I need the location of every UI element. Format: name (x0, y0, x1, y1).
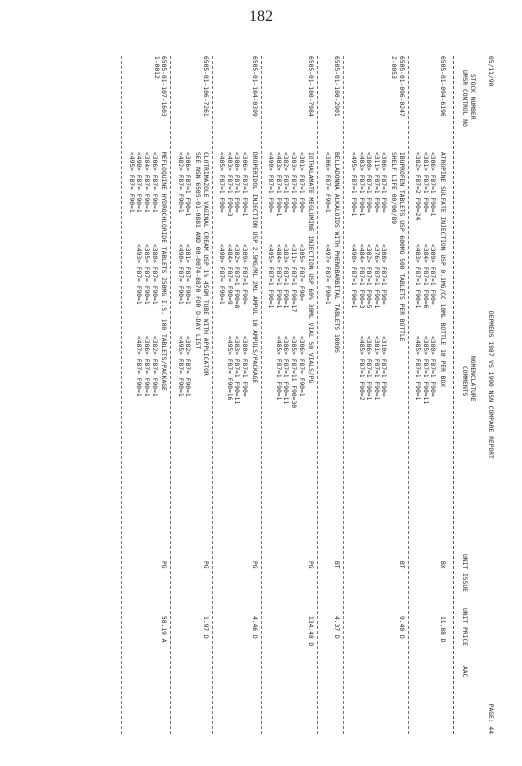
record-code: <403> F87=1 F90=1 (357, 152, 365, 217)
record-code: <382> F87=1 F90= (282, 152, 290, 213)
record-divider (408, 56, 409, 734)
record-unit-price: 11.88 D (439, 616, 446, 643)
record-code: <495> F87= F90=16 (225, 336, 233, 401)
record-nsn: 6505-01-096-0247 (397, 56, 405, 117)
record-code: <386> F87=1 F90=1 (365, 336, 373, 401)
record-code: <382> F87=1 F90=5 (365, 244, 373, 309)
report-date: 05/11/90 (487, 56, 494, 87)
record-code: <497> F87= F90=1 (323, 244, 331, 305)
record-code: <382> F87= F90=1 (150, 336, 158, 397)
record-code: <380> F87=1 F90= (241, 336, 249, 397)
record-code: <495> F87= F90=1 (127, 152, 135, 213)
record-unit-price: 58.19 A (160, 616, 168, 643)
record-unit-issue: PG (250, 561, 258, 569)
record-code: <376> F87=1 F90=1 (372, 244, 380, 309)
col-unit-price: UNIT PRICE (461, 608, 468, 646)
record-code: <484> F87=1 F90=3 (357, 244, 365, 309)
record-code: <306> F87=1 F90=1 (429, 152, 437, 217)
record-nomenclature: BELLADONNA ALKALOIDS WITH PHENOBARBITAL TABLETS 1000S (333, 152, 341, 353)
record-code: <495> F87= F90=1 (176, 336, 184, 397)
record (345, 56, 404, 734)
record-code: <386> F87=1 F90=11 (282, 336, 290, 405)
record-divider (170, 56, 171, 734)
record-code: <380> F87=1 F90= (233, 152, 241, 213)
record-code: <310> F87=1 F90= (380, 336, 388, 397)
record-code: <487> F87= F90=1 (135, 336, 143, 397)
record-divider (261, 56, 262, 734)
record-code: <303> F87=1 F90= (290, 152, 298, 213)
record-unit-issue: BT (333, 561, 341, 569)
record-code: <482> F87= F90=1 (176, 152, 184, 213)
record-code: <386> F87= F90=1 (143, 336, 151, 397)
record (214, 56, 258, 734)
record (172, 56, 208, 734)
record-divider (121, 56, 122, 734)
col-umsr-control: UMSR CONTROL NO (461, 70, 468, 127)
record-code: <384> F87=1 F90=6 (421, 244, 429, 309)
report-sheet (28, 50, 498, 740)
record-code: <380> F87=1 F90= (365, 152, 373, 213)
record-code: <306> F87=1 F90=1 (184, 152, 192, 217)
rotated-report (28, 50, 498, 740)
record-code: <383> F87=1 F90=11 (233, 336, 241, 405)
col-stock-number: STOCK NUMBER (469, 74, 476, 120)
record-code: <490> F87= F90=1 (176, 244, 184, 305)
record-nomenclature: IBUPROFEN TABLETS USP 600MG 500 TABLETS PER BOTTLE (397, 152, 405, 342)
record-code: <382> F87=2 F90=24 (414, 152, 422, 221)
record-code: <484> F87=1 F90=1 (274, 244, 282, 309)
record-code: <380> F87= F90=1 (150, 244, 158, 305)
record-unit-price: 1.97 D (201, 616, 209, 639)
record-code: <484> F87= F90=9 (225, 244, 233, 305)
record-nomenclature: IOTHALAMATE MEGLUMINE INJECTION USP 60% 30ML VIAL 50 VIALS/PG (307, 152, 315, 384)
record-code: <385> F87=11 F90=30 (290, 336, 298, 409)
record-code: <490> F87=1 F90=1 (350, 244, 358, 309)
record-code: <308> F87=1 F90= (380, 244, 388, 305)
record-code: <490> F87= F90=1 (135, 152, 143, 213)
record-code: <306> F87= F90=1 (150, 152, 158, 213)
record-code: <382> F87=1 F90=8 (233, 244, 241, 309)
col-unit-issue: UNIT ISSUE (461, 554, 468, 592)
record-code: <306> F87= F90=1 (323, 152, 331, 213)
page-number: 182 (249, 8, 273, 25)
record-code: <306> F87=1 F90= (380, 152, 388, 213)
record-code: <381> F87=1 F90= (421, 152, 429, 213)
record-code: <301> F87=1 F90= (297, 152, 305, 213)
record (263, 56, 315, 734)
record-code: <485> F87=1 F90=1 (414, 336, 422, 401)
record-code: <384> F87= F90=1 (143, 152, 151, 213)
record-code: <305> F87= F90= (297, 244, 305, 301)
record-code: <306> F87= F90=1 (297, 336, 305, 397)
header-divider (453, 56, 454, 734)
record-code: <385> F87=1 F90=11 (421, 336, 429, 405)
record-unit-price: 4.37 D (333, 616, 341, 639)
record-code: <495> F87=1 F90=1 (350, 152, 358, 217)
record-nomenclature: DROPERIDOL INJECTION USP 2.5MG/ML 2ML AMPUL 10 AMPULS/PACKAGE (250, 152, 258, 384)
record-comment: SHELF LIFE 00/00/89 (390, 152, 398, 225)
record-code: <485> F87=1 F90=2 (357, 336, 365, 401)
record-code: <495> F87=1 F90=1 (267, 244, 275, 309)
record-unit-issue: BX (439, 561, 446, 569)
record-divider (317, 56, 318, 734)
record (319, 56, 340, 734)
record-nsn: 6505-01-100-7984 (307, 56, 315, 117)
record-code: <306> F87=1 F90=1 (241, 152, 249, 217)
record-divider (212, 56, 213, 734)
record (410, 56, 446, 734)
record-nsn: 6505-01-106-7261 (201, 56, 209, 117)
record-unit-issue: PG (160, 561, 168, 569)
record-code: <485> F87=1 F90=1 (274, 336, 282, 401)
record-code: <381> F87=1 F90=1 (372, 336, 380, 401)
record (123, 56, 167, 734)
record-comment: SEE NSN 6505-01-0881 AND 00-0074-8870 FOR D-DAY LIST (194, 152, 202, 350)
record-unit-issue: PG (201, 561, 209, 569)
record-nomenclature: MEFLOQUINE HYDROCHLORIDE TABLETS 250MG I.S. 100 TABLETS/PACKAGE (160, 152, 168, 391)
record-control-number: 2-0053 (390, 56, 398, 79)
report-title: DEPMEDS 1987 VS 1990 NSN COMPARE REPORT (487, 311, 494, 459)
record-nsn: 6505-01-104-0399 (250, 56, 258, 117)
record-code: <382> F87= F90=1 (184, 336, 192, 397)
record-code: <403> F87=1 F90=1 (274, 152, 282, 217)
record-code: <485> F87=1 F90= (218, 152, 226, 213)
record-nsn: 6505-01-100-2901 (333, 56, 341, 117)
col-comments: COMMENTS (461, 366, 468, 397)
record-control-number: 1-0012 (152, 56, 160, 79)
record-divider (343, 56, 344, 734)
col-aac: AAC (461, 666, 468, 678)
col-nomenclature: NOMENCLATURE (469, 356, 476, 402)
record-code: <311> F87=1 F90= (372, 152, 380, 213)
record-code: <383> F87=1 F90=1 (282, 244, 290, 309)
record-code: <381> F87= F90=1 (184, 244, 192, 305)
report-page-label: PAGE: 44 (487, 703, 494, 734)
record-nomenclature: CLOTRIMAZOLE VAGINAL CREAM USP 1% 45GM TUBE WITH APPLICATOR (201, 152, 209, 376)
record-code: <403> F87=1 F90=3 (225, 152, 233, 217)
record-code: <385> F87= F90=1 (143, 244, 151, 305)
report-header (484, 56, 494, 734)
record-nsn: 6505-01-107-1603 (160, 56, 168, 117)
record-unit-price: 4.46 D (250, 616, 258, 639)
record-code: <493> F87= F90=1 (135, 244, 143, 305)
record-nsn: 6505-01-094-6196 (439, 56, 446, 117)
record-nomenclature: ATROPINE SULFATE INJECTION USP 0.1MG/CC 10ML BOTTLE 10 PER BOX (439, 152, 446, 388)
record-code: <490> F87= F90=1 (218, 244, 226, 305)
record-code: <483> F87=1 F90=1 (414, 244, 422, 309)
record-unit-issue: BT (397, 561, 405, 569)
record-unit-issue: PG (307, 561, 315, 569)
record-code: <380> F87=1 F90= (429, 336, 437, 397)
record-unit-price: 134.48 D (307, 616, 315, 647)
record-code: <490> F87=1 F90= (267, 152, 275, 213)
record-code: <311> F87=1 F90=17 (290, 244, 298, 313)
record-code: <309> F87=1 F90= (429, 244, 437, 305)
record-code: <309> F87=1 F90= (241, 244, 249, 305)
record-unit-price: 9.40 D (397, 616, 405, 639)
